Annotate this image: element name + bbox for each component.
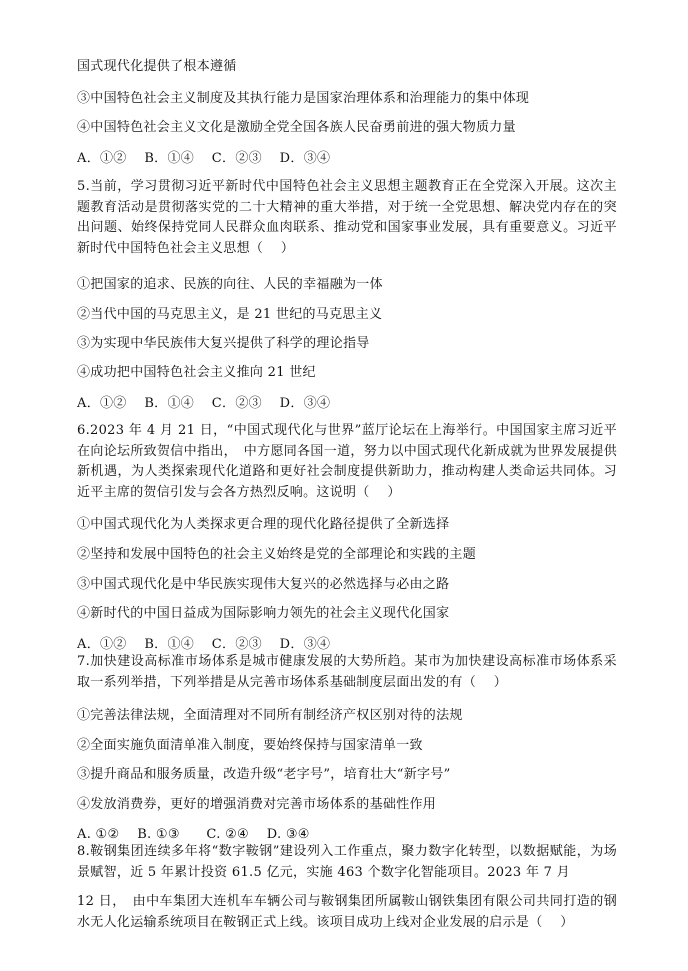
option-3: ③中国特色社会主义制度及其执行能力是国家治理体系和治理能力的集中体现 bbox=[77, 91, 530, 106]
q5-option-3: ③为实现中华民族伟大复兴提供了科学的理论指导 bbox=[77, 336, 370, 351]
option-4: ④中国特色社会主义文化是激励全党全国各族人民奋勇前进的强大物质力量 bbox=[77, 120, 516, 135]
text-line: 国式现代化提供了根本遵循 bbox=[77, 59, 237, 74]
q5-answer-choices: A．①② B．①④ C．②③ D．③④ bbox=[77, 396, 331, 411]
q6-option-2: ②坚持和发展中国特色的社会主义始终是党的全部理论和实践的主题 bbox=[77, 547, 477, 562]
answer-choices: A．①② B．①④ C．②③ D．③④ bbox=[77, 151, 331, 166]
q5-option-2: ②当代中国的马克思主义，是 21 世纪的马克思主义 bbox=[77, 307, 383, 322]
question-8-stem-part-1: 8.鞍钢集团连续多年将“数字鞍钢”建设列入工作重点，聚力数字化转型，以数据赋能，为场景赋智，近 5 年累计投资 61.5 亿元，实施 463 个数字化智能项目。2023 年 7 月 bbox=[77, 844, 617, 880]
question-5-stem: 5.当前，学习贯彻习近平新时代中国特色社会主义思想主题教育正在全党深入开展。这次主题教育活动是贯彻落实党的二十大精神的重大举措，对于统一全党思想、解决党内存在的突出问题、始终保持党同人民群众血肉联系、推动党和国家事业发展，具有重要意义。习近平新时代中国特色社会主义思想（ ） bbox=[77, 179, 617, 256]
q5-option-4: ④成功把中国特色社会主义推向 21 世纪 bbox=[77, 365, 316, 380]
question-6-stem: 6.2023 年 4 月 21 日，“中国式现代化与世界”蓝厅论坛在上海举行。中国国家主席习近平在向论坛所致贺信中指出， 中方愿同各国一道，努力以中国式现代化新成就为世界发展提供新机遇，为人类探索现代化道路和更好社会制度提供新助力，推动构建人类命运共同体。习近平主席的贺信引发与会各方热烈反响。这说明（ ） bbox=[77, 423, 617, 500]
q7-answer-choices: A. ①② B. ①③ C. ②④ D. ③④ bbox=[77, 827, 310, 842]
q7-option-4: ④发放消费券，更好的增强消费对完善市场体系的基础性作用 bbox=[77, 797, 437, 812]
q6-option-1: ①中国式现代化为人类探求更合理的现代化路径提供了全新选择 bbox=[77, 517, 450, 532]
question-8-stem-part-2: 12 日， 由中车集团大连机车车辆公司与鞍钢集团所属鞍山钢铁集团有限公司共同打造的钢水无人化运输系统项目在鞍钢正式上线。该项目成功上线对企业发展的启示是（ ） bbox=[77, 894, 617, 930]
q5-option-1: ①把国家的追求、民族的向往、人民的幸福融为一体 bbox=[77, 277, 383, 292]
q7-option-2: ②全面实施负面清单准入制度，要始终保持与国家清单一致 bbox=[77, 738, 423, 753]
q7-option-1: ①完善法律法规，全面清理对不同所有制经济产权区别对待的法规 bbox=[77, 708, 463, 723]
q6-answer-choices: A．①② B．①④ C．②③ D．③④ bbox=[77, 637, 331, 652]
q6-option-3: ③中国式现代化是中华民族实现伟大复兴的必然选择与必由之路 bbox=[77, 577, 450, 592]
q6-option-4: ④新时代的中国日益成为国际影响力领先的社会主义现代化国家 bbox=[77, 606, 450, 621]
q7-option-3: ③提升商品和服务质量，改造升级“老字号”，培育壮大“新字号” bbox=[77, 767, 451, 782]
question-7-stem: 7.加快建设高标准市场体系是城市健康发展的大势所趋。某市为加快建设高标准市场体系采取一系列举措，下列举措是从完善市场体系基础制度层面出发的有（ ） bbox=[77, 654, 617, 690]
